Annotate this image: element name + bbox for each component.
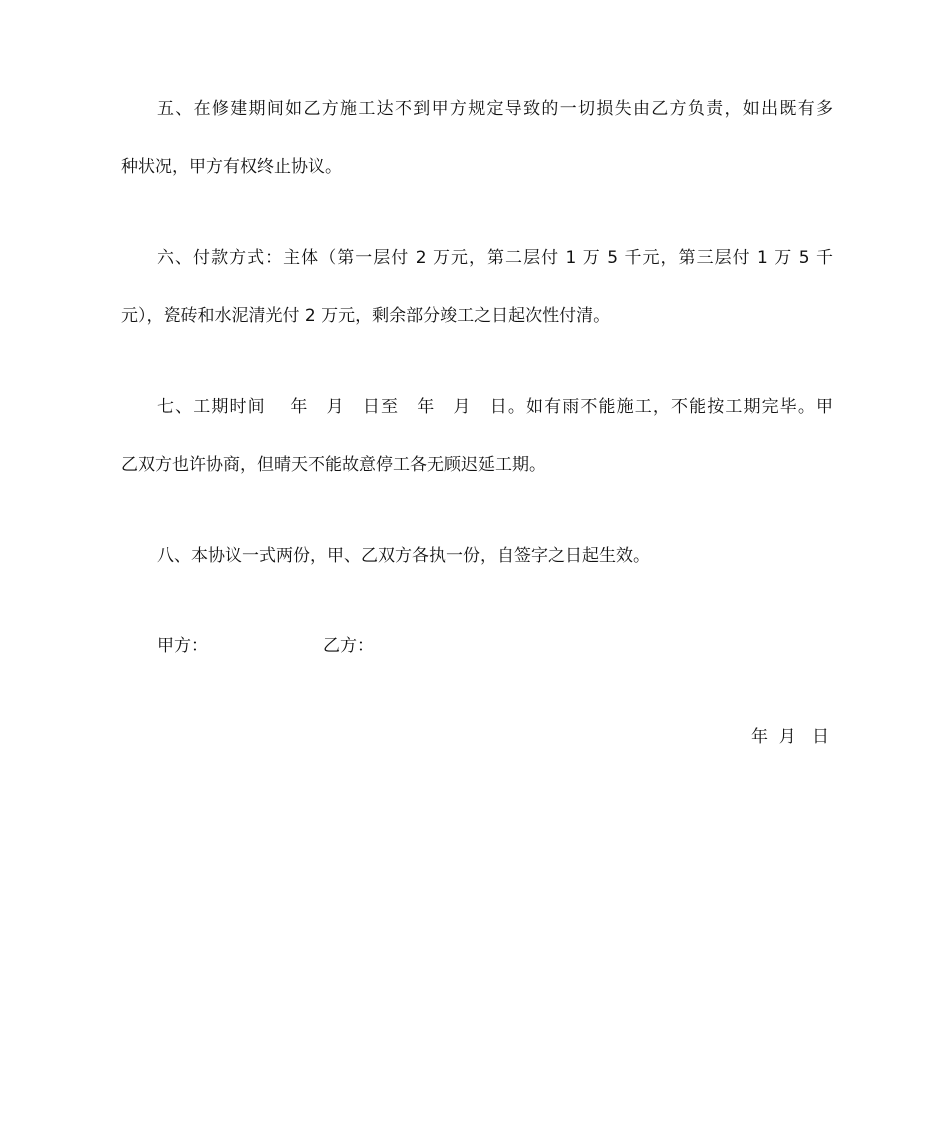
clause-7-line-2: 乙双方也许协商，但晴天不能故意停工各无顾迟延工期。 (121, 455, 546, 475)
clause-5-line-1: 五、在修建期间如乙方施工达不到甲方规定导致的一切损失由乙方负责，如出既有多 (157, 99, 833, 119)
clause-8-line-1: 八、本协议一式两份，甲、乙双方各执一份，自签字之日起生效。 (157, 546, 650, 566)
party-a-signature-label: 甲方： (157, 636, 208, 656)
clause-5-line-2: 种状况，甲方有权终止协议。 (121, 157, 342, 177)
party-b-signature-label: 乙方： (323, 636, 374, 656)
signing-date: 年 月 日 (750, 727, 829, 747)
clause-6-line-2: 元），瓷砖和水泥清光付 2 万元，剩余部分竣工之日起次性付清。 (121, 306, 611, 326)
clause-7-line-1: 七、工期时间 年 月 日至 年 月 日。如有雨不能施工，不能按工期完毕。甲 (157, 397, 833, 417)
clause-6-line-1: 六、付款方式：主体（第一层付 2 万元，第二层付 1 万 5 千元，第三层付 1 万 5 千 (157, 248, 833, 268)
